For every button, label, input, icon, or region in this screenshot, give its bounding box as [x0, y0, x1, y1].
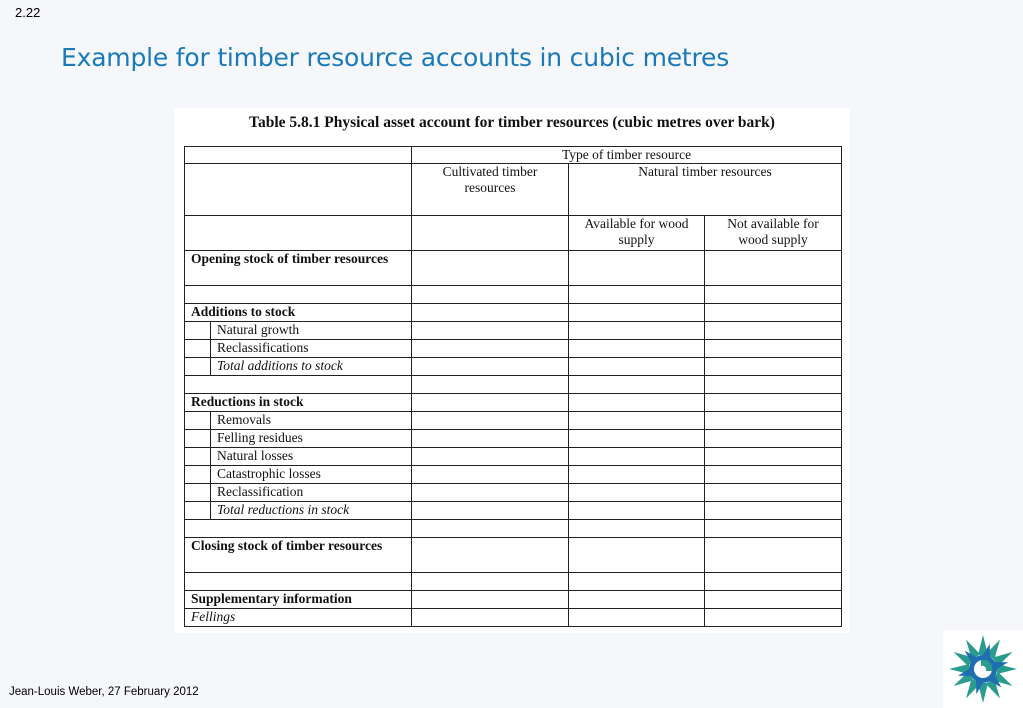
table-cell [412, 412, 569, 430]
table-cell [569, 251, 705, 286]
table-cell [412, 448, 569, 466]
table-cell [185, 484, 211, 502]
row-reductions-in-stock: Reductions in stock [185, 394, 412, 412]
table-cell [705, 412, 842, 430]
table-cell [705, 322, 842, 340]
header-natural-timber: Natural timber resources [569, 164, 842, 216]
row-catastrophic-losses: Catastrophic losses [211, 466, 412, 484]
table-cell [569, 448, 705, 466]
table-cell [185, 340, 211, 358]
eea-sunburst-logo-icon [945, 632, 1021, 706]
table-cell [185, 322, 211, 340]
table-cell [569, 430, 705, 448]
table-cell [569, 412, 705, 430]
table-row [185, 216, 842, 251]
table-cell [185, 286, 412, 304]
table-cell [412, 376, 569, 394]
table-cell [412, 251, 569, 286]
header-not-available-for-wood-supply: Not available for wood supply [705, 216, 842, 251]
table-cell [412, 358, 569, 376]
table-cell [185, 573, 412, 591]
table-cell [569, 573, 705, 591]
table-cell [705, 573, 842, 591]
header-type-of-timber-resource: Type of timber resource [412, 147, 842, 164]
row-total-additions: Total additions to stock [211, 358, 412, 376]
table-cell [569, 358, 705, 376]
table-row [185, 394, 842, 412]
table-cell [185, 430, 211, 448]
table-cell [705, 609, 842, 627]
table-cell [705, 591, 842, 609]
table-cell [185, 164, 412, 216]
table-cell [412, 520, 569, 538]
table-row [185, 538, 842, 573]
logo-box [943, 630, 1023, 708]
slide-number: 2.22 [15, 5, 41, 20]
table-cell [705, 394, 842, 412]
row-natural-growth: Natural growth [211, 322, 412, 340]
table-row [185, 412, 842, 430]
table-cell [569, 340, 705, 358]
table-row [185, 322, 842, 340]
table-cell [185, 412, 211, 430]
table-row [185, 251, 842, 286]
table-cell [569, 502, 705, 520]
table-row [185, 484, 842, 502]
table-cell [569, 609, 705, 627]
table-cell [569, 591, 705, 609]
table-cell [569, 322, 705, 340]
table-cell [705, 484, 842, 502]
table-cell [569, 376, 705, 394]
table-cell [412, 484, 569, 502]
table-row [185, 286, 842, 304]
table-cell [185, 216, 412, 251]
table-row [185, 609, 842, 627]
table-cell [185, 466, 211, 484]
table-cell [185, 448, 211, 466]
table-cell [569, 286, 705, 304]
table-cell [412, 340, 569, 358]
table-row [185, 164, 842, 216]
table-cell [705, 448, 842, 466]
row-reclassification: Reclassification [211, 484, 412, 502]
row-total-reductions: Total reductions in stock [211, 502, 412, 520]
table-cell [412, 322, 569, 340]
row-supplementary-information: Supplementary information [185, 591, 412, 609]
table-cell [412, 591, 569, 609]
table-cell [412, 216, 569, 251]
table-caption: Table 5.8.1 Physical asset account for timber resources (cubic metres over bark) [249, 114, 775, 131]
row-fellings: Fellings [185, 609, 412, 627]
table-cell [412, 304, 569, 322]
table-cell [705, 502, 842, 520]
table-row [185, 502, 842, 520]
table-cell [412, 394, 569, 412]
row-natural-losses: Natural losses [211, 448, 412, 466]
table-cell [705, 538, 842, 573]
table-cell [705, 376, 842, 394]
table-cell [705, 340, 842, 358]
table-cell [705, 430, 842, 448]
row-removals: Removals [211, 412, 412, 430]
row-felling-residues: Felling residues [211, 430, 412, 448]
table-cell [569, 484, 705, 502]
header-available-for-wood-supply: Available for wood supply [569, 216, 705, 251]
table-cell [412, 502, 569, 520]
table-cell [705, 286, 842, 304]
table-cell [705, 358, 842, 376]
table-cell [185, 358, 211, 376]
physical-asset-account-table [184, 146, 842, 627]
slide-title: Example for timber resource accounts in cubic metres [61, 43, 730, 72]
table-row [185, 448, 842, 466]
table-cell [412, 573, 569, 591]
table-cell [705, 466, 842, 484]
table-cell [412, 286, 569, 304]
table-cell [705, 304, 842, 322]
footer-author-date: Jean-Louis Weber, 27 February 2012 [9, 686, 199, 698]
table-row [185, 340, 842, 358]
table-cell [412, 430, 569, 448]
table-cell [185, 147, 412, 164]
row-reclassifications: Reclassifications [211, 340, 412, 358]
table-cell [569, 520, 705, 538]
row-opening-stock: Opening stock of timber resources [185, 251, 412, 286]
table-row [185, 591, 842, 609]
row-additions-to-stock: Additions to stock [185, 304, 412, 322]
row-closing-stock: Closing stock of timber resources [185, 538, 412, 573]
table-cell [185, 502, 211, 520]
table-row [185, 376, 842, 394]
table-row [185, 430, 842, 448]
table-row [185, 358, 842, 376]
table-cell [185, 520, 412, 538]
table-cell [412, 609, 569, 627]
header-cultivated-timber: Cultivated timber resources [412, 164, 569, 216]
table-cell [412, 466, 569, 484]
table-cell [569, 466, 705, 484]
table-cell [705, 520, 842, 538]
table-row [185, 147, 842, 164]
table-cell [185, 376, 412, 394]
table-cell [705, 251, 842, 286]
table-row [185, 520, 842, 538]
table-row [185, 304, 842, 322]
table-row [185, 573, 842, 591]
table-cell [569, 538, 705, 573]
table-row [185, 466, 842, 484]
table-image-panel [174, 108, 850, 633]
table-cell [412, 538, 569, 573]
table-cell [569, 304, 705, 322]
table-cell [569, 394, 705, 412]
